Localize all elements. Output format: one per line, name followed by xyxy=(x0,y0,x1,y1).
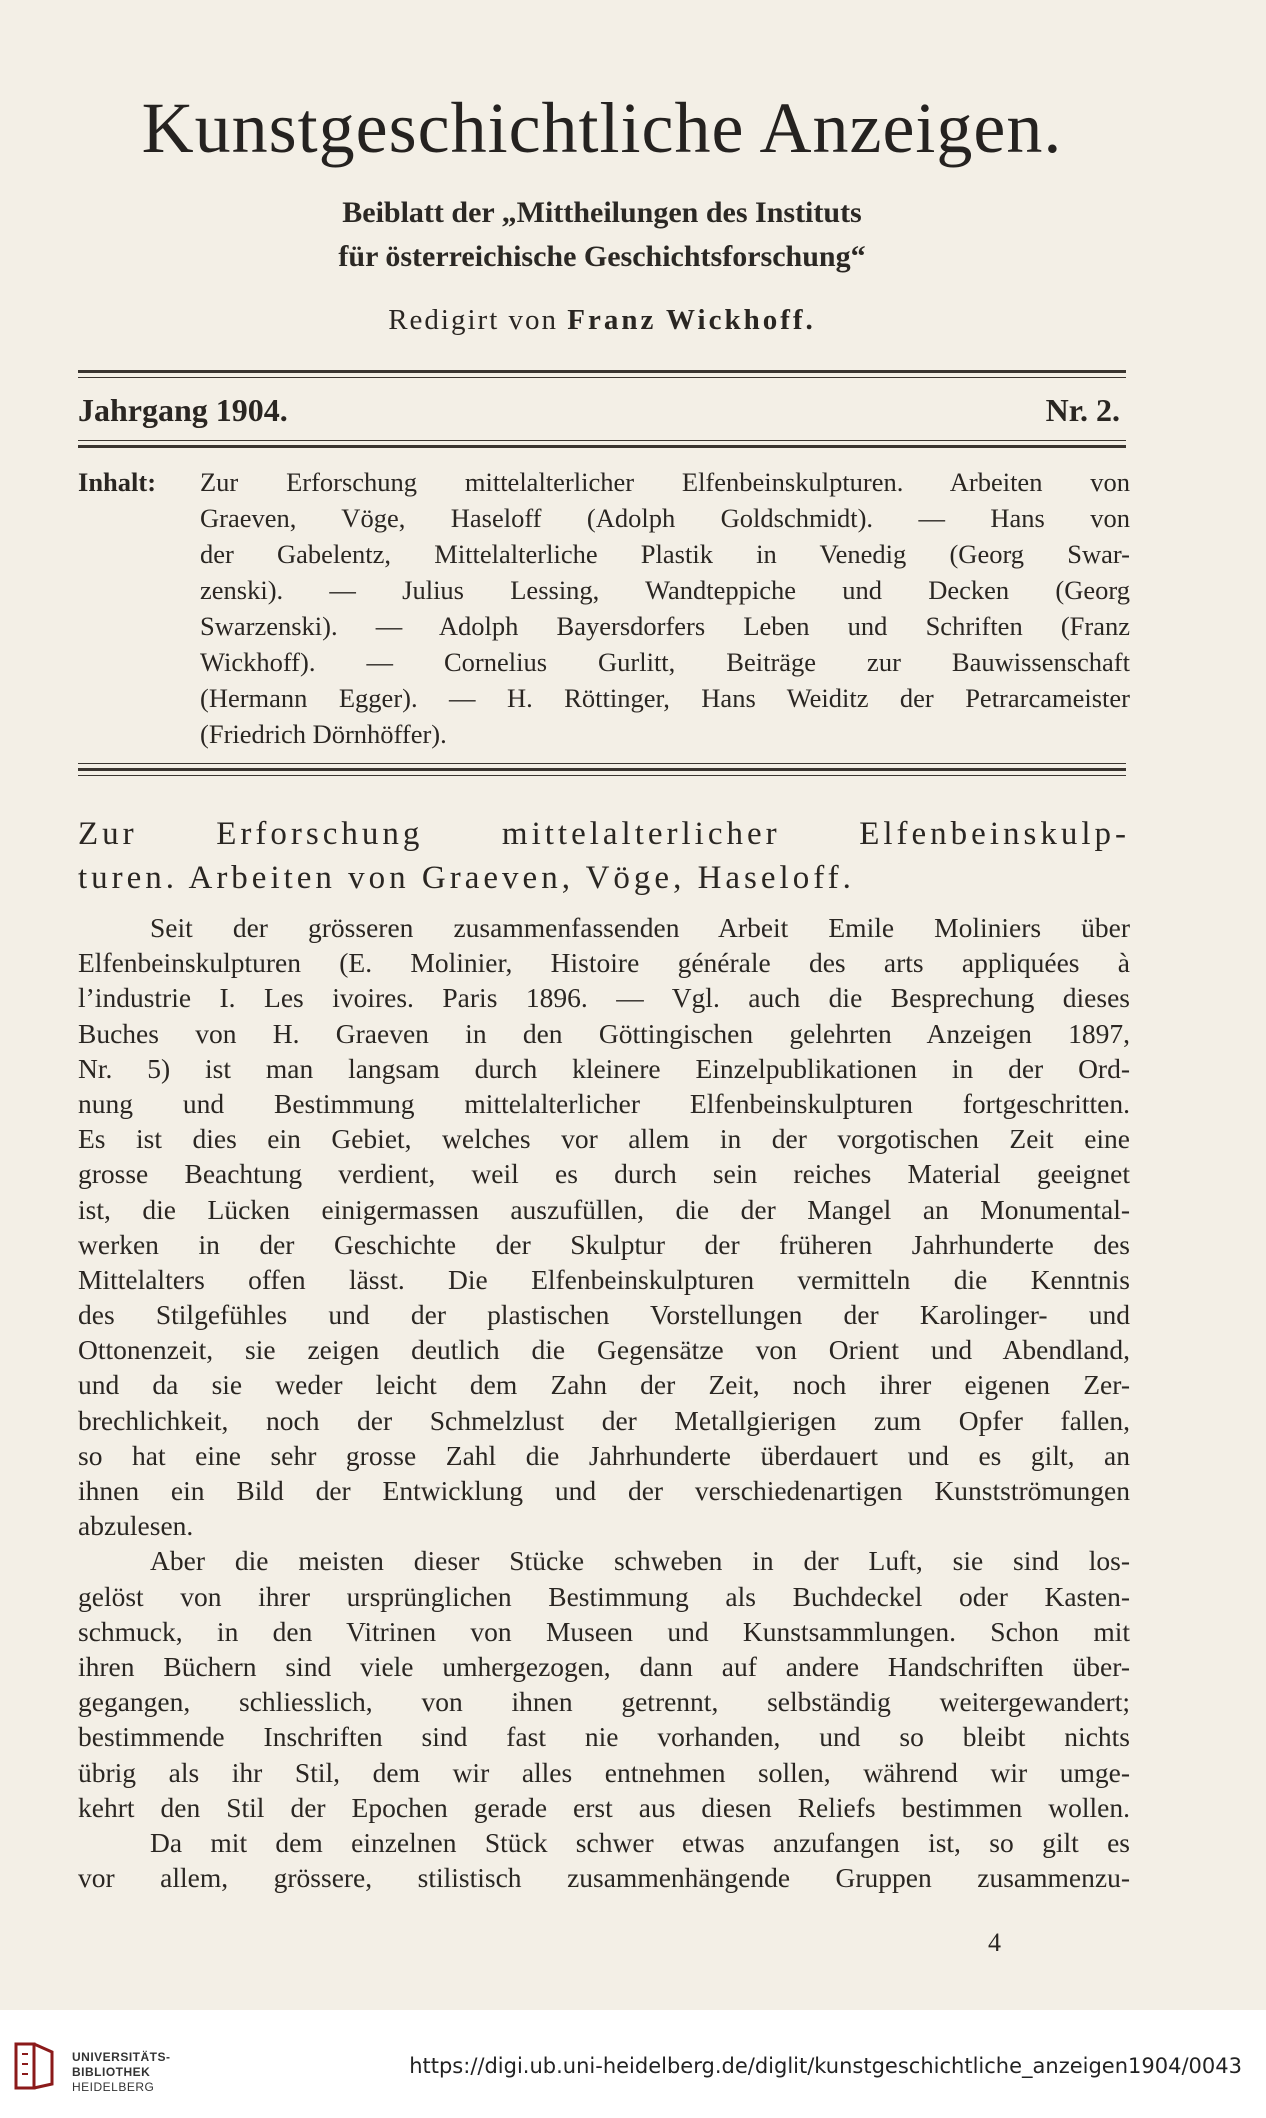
body-line: Es ist dies ein Gebiet, welches vor allem in der vorgotischen Zeit eine xyxy=(78,1123,1130,1155)
body-line: l’industrie I. Les ivoires. Paris 1896. — Vgl. auch die Besprechung dieses xyxy=(78,982,1130,1014)
subtitle-line-1: Beiblatt der „Mittheilungen des Instituts xyxy=(342,196,862,229)
body-line: gelöst von ihrer ursprünglichen Bestimmung als Buchdeckel oder Kasten- xyxy=(78,1580,1130,1612)
contents-line: Zur Erforschung mittelalterlicher Elfenbeinskulpturen. Arbeiten von xyxy=(200,467,1130,497)
body-line: Buches von H. Graeven in den Göttingischen gelehrten Anzeigen 1897, xyxy=(78,1017,1130,1049)
body-line: so hat eine sehr grosse Zahl die Jahrhunderte überdauert und es gilt, an xyxy=(78,1439,1130,1471)
contents-line: Swarzenski). — Adolph Bayersdorfers Leben und Schriften (Franz xyxy=(200,611,1130,641)
body-line: nung und Bestimmung mittelalterlicher Elfenbeinskulpturen fortgeschritten. xyxy=(78,1087,1130,1119)
divider xyxy=(78,370,1126,373)
contents-line: (Hermann Egger). — H. Röttinger, Hans Weiditz der Petrarcameister xyxy=(200,683,1130,713)
contents-line: Wickhoff). — Cornelius Gurlitt, Beiträge zur Bauwissenschaft xyxy=(200,647,1130,677)
document-url-link[interactable]: https://digi.ub.uni-heidelberg.de/diglit/kunstgeschichtliche_anzeigen1904/0043 xyxy=(409,2054,1242,2078)
article-body xyxy=(78,910,1130,1895)
divider xyxy=(78,440,1126,441)
university-library-logo-icon[interactable] xyxy=(12,2040,60,2092)
body-line: vor allem, grössere, stilistisch zusammenhängende Gruppen zusammenzu- xyxy=(78,1862,1130,1894)
library-name xyxy=(72,2050,171,2095)
journal-title: Kunstgeschichtliche Anzeigen. xyxy=(141,88,1063,168)
body-line: Nr. 5) ist man langsam durch kleinere Einzelpublikationen in der Ord- xyxy=(78,1052,1130,1084)
body-line: grosse Beachtung verdient, weil es durch sein reiches Material geeignet xyxy=(78,1158,1130,1190)
contents-line: Graeven, Vöge, Haseloff (Adolph Goldschmidt). — Hans von xyxy=(200,503,1130,533)
body-line: Mittelalters offen lässt. Die Elfenbeinskulpturen vermitteln die Kenntnis xyxy=(78,1263,1130,1295)
body-line: ihren Büchern sind viele umhergezogen, dann auf andere Handschriften über- xyxy=(78,1650,1130,1682)
body-line: brechlichkeit, noch der Schmelzlust der Metallgierigen zum Opfer fallen, xyxy=(78,1404,1130,1436)
editor-name: Franz Wickhoff. xyxy=(567,304,816,336)
divider xyxy=(78,445,1126,448)
divider xyxy=(78,768,1126,771)
divider xyxy=(78,763,1126,764)
page-number: 4 xyxy=(988,1928,1001,1957)
contents-line: (Friedrich Dörnhöffer). xyxy=(200,719,447,749)
contents-line: der Gabelentz, Mittelalterliche Plastik in Venedig (Georg Swar- xyxy=(200,539,1130,569)
viewer-footer xyxy=(0,2010,1266,2118)
library-name-line: BIBLIOTHEK xyxy=(72,2065,151,2079)
editor-prefix: Redigirt von xyxy=(388,304,558,336)
body-line: bestimmende Inschriften sind fast nie vorhanden, und so bleibt nichts xyxy=(78,1721,1130,1753)
divider xyxy=(78,775,1126,776)
contents-label: Inhalt: xyxy=(78,467,157,497)
library-name-line: HEIDELBERG xyxy=(72,2080,155,2094)
body-line: ist, die Lücken einigermassen auszufüllen, die der Mangel an Monumental- xyxy=(78,1193,1130,1225)
body-line: schmuck, in den Vitrinen von Museen und Kunstsammlungen. Schon mit xyxy=(78,1615,1130,1647)
body-line: abzulesen. xyxy=(78,1510,194,1542)
subtitle-line-2: für österreichische Geschichtsforschung“ xyxy=(338,240,866,273)
body-line: kehrt den Stil der Epochen gerade erst aus diesen Reliefs bestimmen wollen. xyxy=(78,1791,1130,1823)
body-line: und da sie weder leicht dem Zahn der Zeit, noch ihrer eigenen Zer- xyxy=(78,1369,1130,1401)
issue-year: Jahrgang 1904. xyxy=(78,392,288,428)
body-line: ihnen ein Bild der Entwicklung und der verschiedenartigen Kunstströmungen xyxy=(78,1475,1130,1506)
issue-number: Nr. 2. xyxy=(1045,392,1120,428)
body-line: werken in der Geschichte der Skulptur der früheren Jahrhunderte des xyxy=(78,1228,1130,1260)
body-line: übrig als ihr Stil, dem wir alles entnehmen sollen, während wir umge- xyxy=(78,1756,1130,1788)
article-heading-line-2: turen. Arbeiten von Graeven, Vöge, Haseloff. xyxy=(78,860,855,896)
editor-line xyxy=(78,304,1126,337)
library-name-line: UNIVERSITÄTS- xyxy=(72,2050,171,2064)
body-line: Seit der grösseren zusammenfassenden Arbeit Emile Moliniers über xyxy=(150,912,1130,943)
body-line: des Stilgefühles und der plastischen Vorstellungen der Karolinger- und xyxy=(78,1299,1130,1331)
body-line: Aber die meisten dieser Stücke schweben in der Luft, sie sind los- xyxy=(150,1545,1130,1577)
issue-info xyxy=(78,392,1126,432)
article-heading-line-1: Zur Erforschung mittelalterlicher Elfenbeinskulp- xyxy=(78,816,1130,852)
divider xyxy=(78,377,1126,378)
body-line: Ottonenzeit, sie zeigen deutlich die Gegensätze von Orient und Abendland, xyxy=(78,1334,1130,1366)
contents-line: zenski). — Julius Lessing, Wandteppiche und Decken (Georg xyxy=(200,575,1130,605)
body-line: gegangen, schliesslich, von ihnen getrennt, selbständig weitergewandert; xyxy=(78,1686,1130,1718)
body-line: Da mit dem einzelnen Stück schwer etwas anzufangen ist, so gilt es xyxy=(150,1826,1130,1858)
body-line: Elfenbeinskulpturen (E. Molinier, Histoire générale des arts appliquées à xyxy=(78,947,1130,979)
